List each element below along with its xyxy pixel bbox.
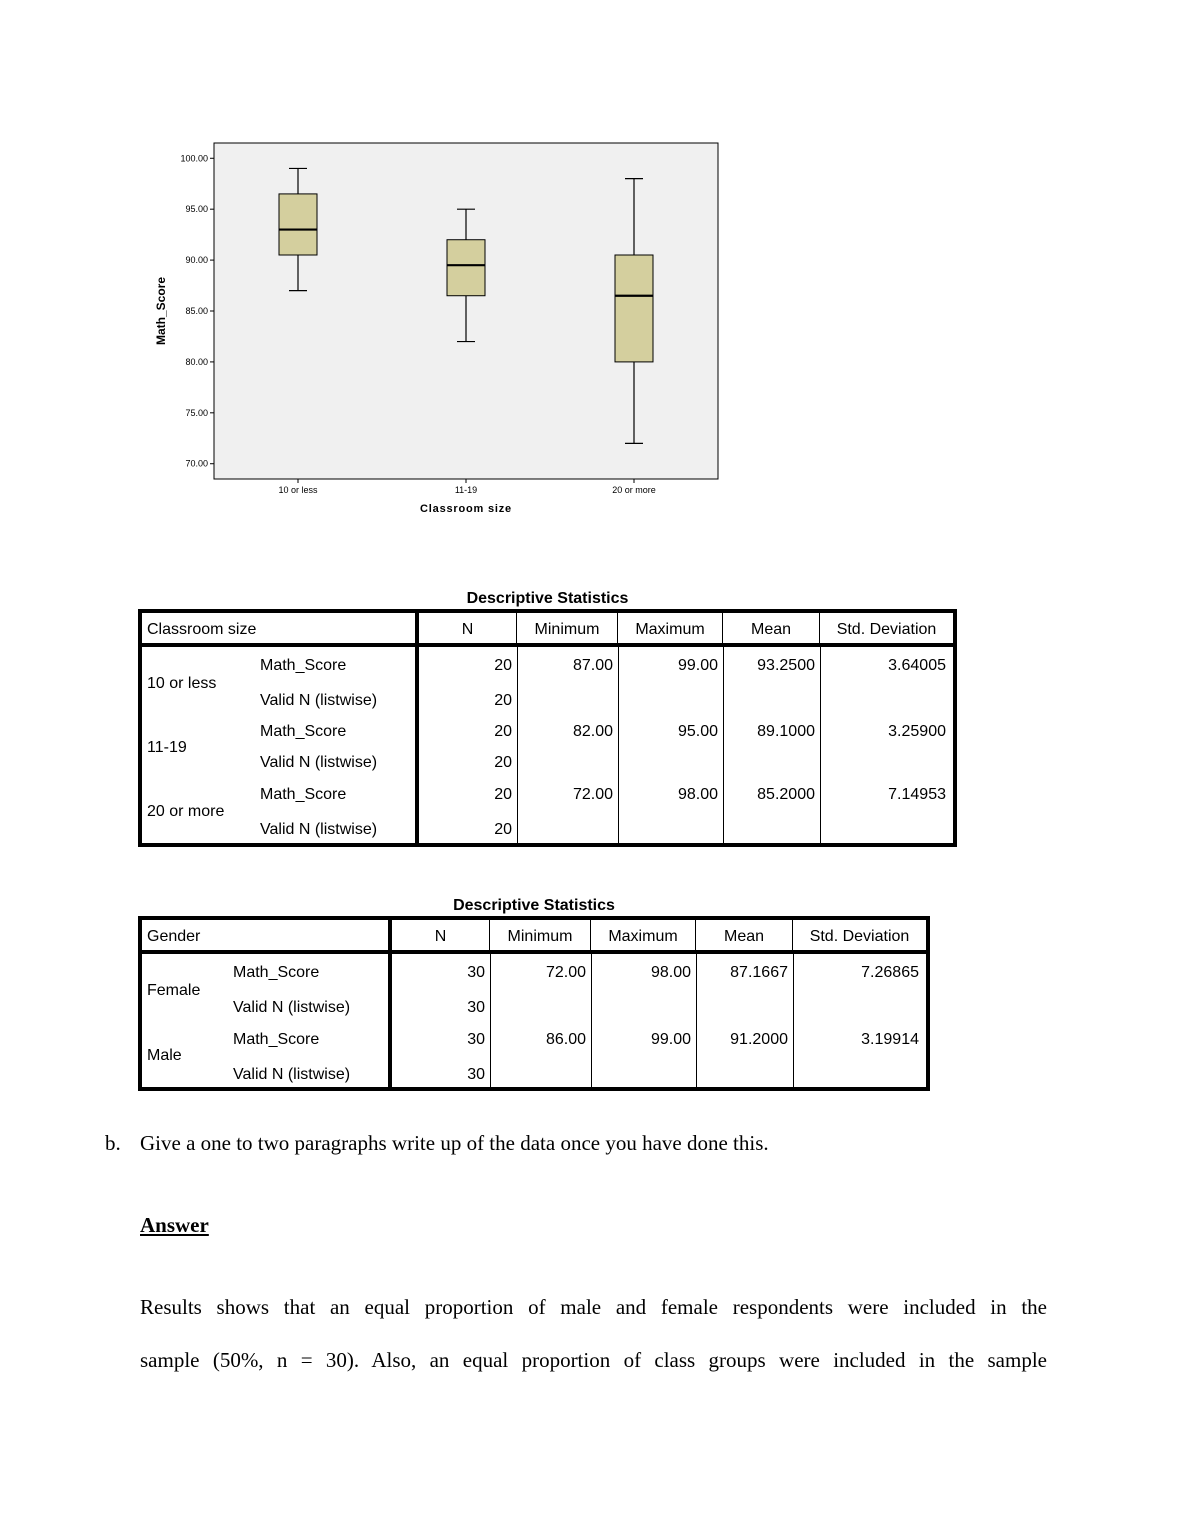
y-tick-label: 90.00 xyxy=(185,255,208,266)
minimum-cell: 87.00 xyxy=(572,657,613,674)
mean-cell: 87.1667 xyxy=(730,964,788,981)
header-group: Gender xyxy=(142,920,392,950)
header-maximum: Maximum xyxy=(618,613,723,643)
n-cell: 20 xyxy=(494,821,512,838)
y-axis xyxy=(180,153,214,468)
n-cell: 30 xyxy=(467,964,485,981)
question-marker: b. xyxy=(105,1131,121,1155)
sd-cell: 3.25900 xyxy=(888,723,946,740)
variable-cell: Valid N (listwise) xyxy=(233,999,351,1016)
n-cell: 30 xyxy=(467,999,485,1016)
table-row xyxy=(142,786,953,804)
n-cell: 20 xyxy=(494,754,512,771)
maximum-cell: 99.00 xyxy=(650,1031,691,1048)
n-cell: 20 xyxy=(494,723,512,740)
sd-cell: 7.26865 xyxy=(861,964,919,981)
y-tick-label: 70.00 xyxy=(185,458,208,469)
n-cell: 20 xyxy=(494,692,512,709)
table-row xyxy=(142,1031,926,1049)
y-axis-title: Math_Score xyxy=(154,276,168,346)
y-tick-label: 80.00 xyxy=(185,356,208,367)
n-cell: 30 xyxy=(467,1066,485,1083)
table-title: Descriptive Statistics xyxy=(466,590,629,607)
x-axis-title: Classroom size xyxy=(420,503,512,515)
group-label: Male xyxy=(147,1047,182,1064)
variable-cell: Math_Score xyxy=(260,723,347,740)
sd-cell: 3.19914 xyxy=(861,1031,919,1048)
minimum-cell: 72.00 xyxy=(572,786,613,803)
header-n: N xyxy=(392,920,490,950)
header-std-deviation: Std. Deviation xyxy=(836,621,937,638)
table-row xyxy=(142,723,953,741)
maximum-cell: 99.00 xyxy=(677,657,718,674)
header-mean: Mean xyxy=(696,920,793,950)
classroom-size-stats xyxy=(138,589,957,847)
table-row xyxy=(142,754,953,772)
table-row xyxy=(142,657,953,675)
x-tick-label: 10 or less xyxy=(278,485,318,495)
variable-cell: Valid N (listwise) xyxy=(260,692,378,709)
maximum-cell: 98.00 xyxy=(677,786,718,803)
header-minimum: Minimum xyxy=(517,613,618,643)
header-group: Classroom size xyxy=(142,613,419,643)
mean-cell: 85.2000 xyxy=(757,786,815,803)
table-title: Descriptive Statistics xyxy=(453,897,615,914)
header-maximum: Maximum xyxy=(591,920,696,950)
table-row xyxy=(142,964,926,982)
y-tick-label: 75.00 xyxy=(185,407,208,418)
maximum-cell: 95.00 xyxy=(677,723,718,740)
box-iqr xyxy=(615,255,653,362)
minimum-cell: 72.00 xyxy=(545,964,586,981)
table-row xyxy=(142,1066,926,1084)
answer-line: Results shows that an equal proportion of male and female respondents were included in the xyxy=(140,1295,1047,1319)
group-label: Female xyxy=(147,982,201,999)
mean-cell: 91.2000 xyxy=(730,1031,788,1048)
variable-cell: Valid N (listwise) xyxy=(260,821,378,838)
table-header xyxy=(142,920,926,954)
header-minimum: Minimum xyxy=(490,920,591,950)
x-tick-label: 20 or more xyxy=(612,485,656,495)
variable-cell: Math_Score xyxy=(260,786,347,803)
y-tick-label: 100.00 xyxy=(180,153,208,164)
variable-cell: Valid N (listwise) xyxy=(233,1066,351,1083)
box-iqr xyxy=(447,240,485,296)
answer-heading: Answer xyxy=(140,1213,209,1237)
mean-cell: 93.2500 xyxy=(757,657,815,674)
variable-cell: Math_Score xyxy=(233,1031,320,1048)
table-row xyxy=(142,999,926,1017)
minimum-cell: 82.00 xyxy=(572,723,613,740)
table-body xyxy=(142,954,926,1087)
question-text: Give a one to two paragraphs write up of the data once you have done this. xyxy=(140,1131,769,1155)
mean-cell: 89.1000 xyxy=(757,723,815,740)
stats-table xyxy=(138,916,930,1091)
minimum-cell: 86.00 xyxy=(545,1031,586,1048)
variable-cell: Math_Score xyxy=(260,657,347,674)
sd-cell: 3.64005 xyxy=(888,657,946,674)
table-row xyxy=(142,821,953,839)
header-n: N xyxy=(419,613,517,643)
sd-cell: 7.14953 xyxy=(888,786,946,803)
box-iqr xyxy=(279,194,317,255)
y-tick-label: 85.00 xyxy=(185,306,208,316)
n-cell: 20 xyxy=(494,657,512,674)
n-cell: 20 xyxy=(494,786,512,803)
header-mean: Mean xyxy=(723,613,820,643)
gender-stats xyxy=(138,896,930,1091)
table-header xyxy=(142,613,953,647)
y-tick-label: 95.00 xyxy=(185,204,208,215)
table-body xyxy=(142,647,953,843)
maximum-cell: 98.00 xyxy=(650,964,691,981)
x-axis xyxy=(278,479,655,495)
stats-table xyxy=(138,609,957,847)
group-label: 20 or more xyxy=(147,803,225,820)
n-cell: 30 xyxy=(467,1031,485,1048)
variable-cell: Math_Score xyxy=(233,964,320,981)
variable-cell: Valid N (listwise) xyxy=(260,754,378,771)
header-std-deviation: Std. Deviation xyxy=(809,928,910,945)
group-label: 11-19 xyxy=(147,739,187,756)
math-score-boxplot xyxy=(140,130,740,530)
x-tick-label: 11-19 xyxy=(454,485,478,495)
answer-line: sample (50%, n = 30). Also, an equal proportion of class groups were included in the sample xyxy=(140,1348,1047,1372)
table-row xyxy=(142,692,953,710)
group-label: 10 or less xyxy=(147,675,217,692)
